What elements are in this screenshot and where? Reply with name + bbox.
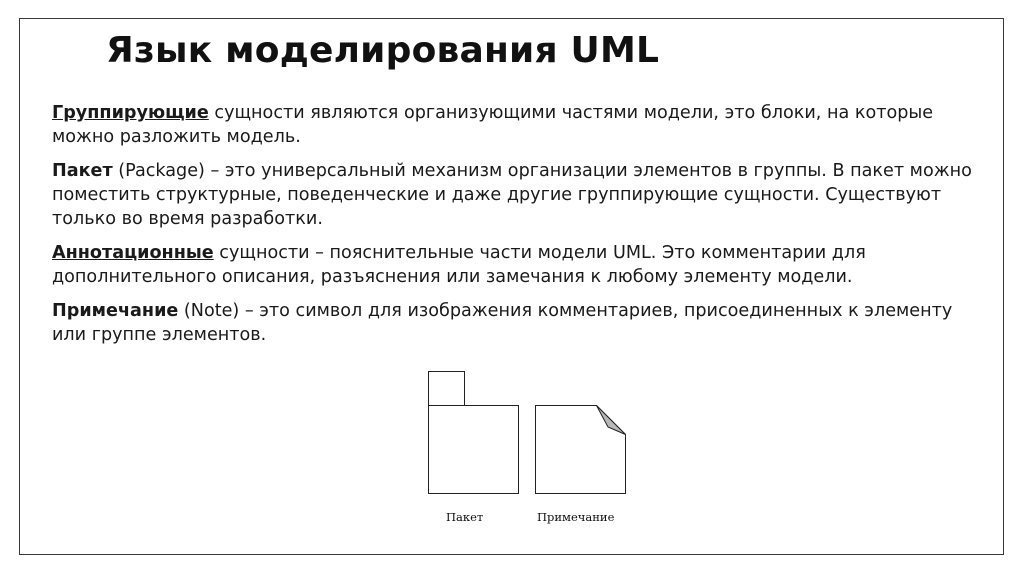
note-body — [536, 406, 626, 494]
package-body — [429, 406, 519, 494]
note-caption: Примечание — [537, 510, 615, 524]
text-annotation: сущности – пояснительные части модели UML. Это комментарии для дополнительного описания, разъяснения или замечания к любому элементу модели. — [52, 243, 866, 287]
term-annotation: Аннотационные — [52, 243, 214, 263]
paragraph-grouping — [52, 101, 972, 149]
paragraph-package — [52, 159, 972, 231]
text-grouping: сущности являются организующими частями модели, это блоки, на которые можно разложить модель. — [52, 103, 934, 147]
text-note: (Note) – это символ для изображения комментариев, присоединенных к элементу или группе элементов. — [52, 301, 953, 345]
term-note: Примечание — [52, 301, 179, 321]
uml-symbols-diagram — [418, 365, 630, 500]
term-package: Пакет — [52, 161, 113, 181]
page-title: Язык моделирования UML — [106, 30, 660, 71]
package-symbol — [429, 372, 519, 494]
package-caption: Пакет — [446, 510, 484, 524]
term-grouping: Группирующие — [52, 103, 209, 123]
slide-body — [52, 101, 972, 357]
note-symbol — [536, 406, 626, 494]
text-package: (Package) – это универсальный механизм организации элементов в группы. В пакет можно поместить структурные, поведенческие и даже другие группирующие сущности. Существуют только во время разработки. — [52, 161, 972, 229]
paragraph-note — [52, 299, 972, 347]
package-tab — [429, 372, 465, 406]
paragraph-annotation — [52, 241, 972, 289]
